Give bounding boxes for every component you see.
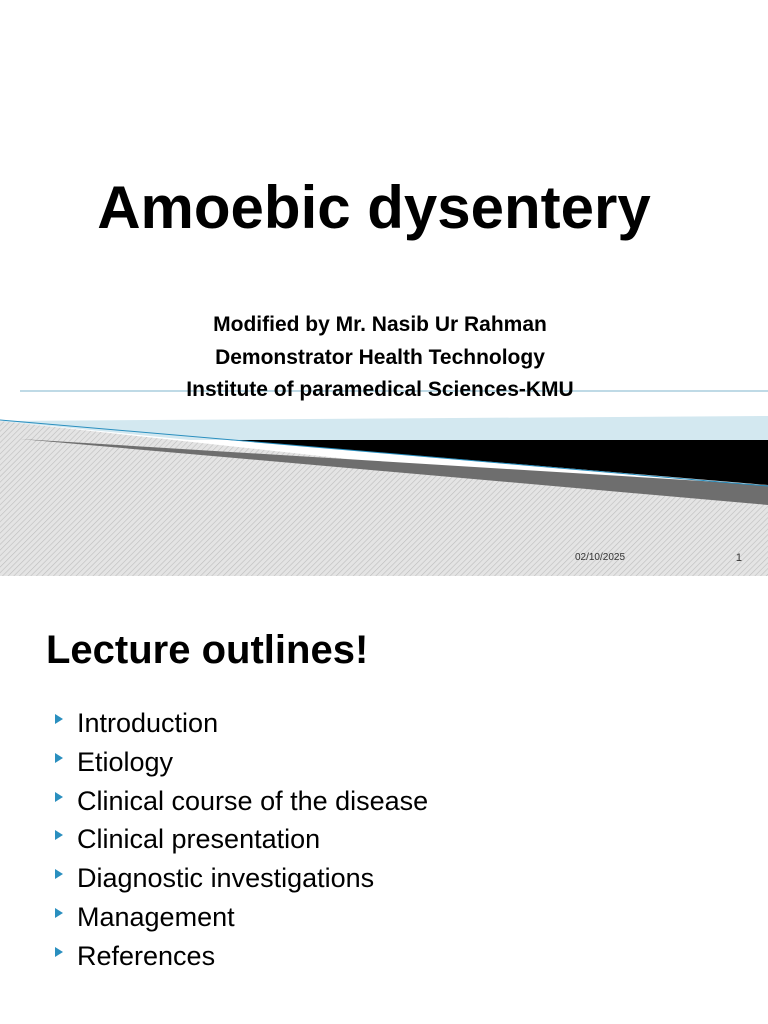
presenter-line: Institute of paramedical Sciences-KMU (186, 378, 574, 401)
slide-title: Amoebic dysentery (97, 174, 651, 241)
triangle-right-bullet-icon (55, 908, 63, 918)
list-item (55, 782, 428, 821)
list-item (55, 898, 428, 937)
list-item-label: Clinical presentation (77, 824, 321, 855)
list-item-label: Clinical course of the disease (77, 785, 429, 816)
presenter-line: Modified by Mr. Nasib Ur Rahman (213, 313, 547, 336)
outline-list (55, 704, 428, 976)
slide-title: Lecture outlines! (46, 628, 369, 672)
list-item (55, 937, 428, 976)
triangle-right-bullet-icon (55, 830, 63, 840)
presenter-info (100, 309, 660, 407)
decorative-wave-graphic (0, 380, 768, 576)
triangle-right-bullet-icon (55, 753, 63, 763)
triangle-right-bullet-icon (55, 792, 63, 802)
outline-slide (0, 576, 768, 1024)
list-item (55, 820, 428, 859)
list-item-label: Etiology (77, 746, 174, 777)
list-item-label: References (77, 940, 216, 971)
list-item (55, 859, 428, 898)
triangle-right-bullet-icon (55, 714, 63, 724)
slide-date: 02/10/2025 (574, 552, 626, 563)
slide-number: 1 (735, 552, 742, 564)
triangle-right-bullet-icon (55, 947, 63, 957)
list-item-label: Introduction (77, 708, 219, 738)
list-item-label: Management (77, 901, 235, 932)
presenter-line: Demonstrator Health Technology (215, 345, 545, 369)
list-item (55, 743, 428, 782)
triangle-right-bullet-icon (55, 869, 63, 879)
list-item (55, 704, 428, 743)
list-item-label: Diagnostic investigations (77, 863, 375, 894)
